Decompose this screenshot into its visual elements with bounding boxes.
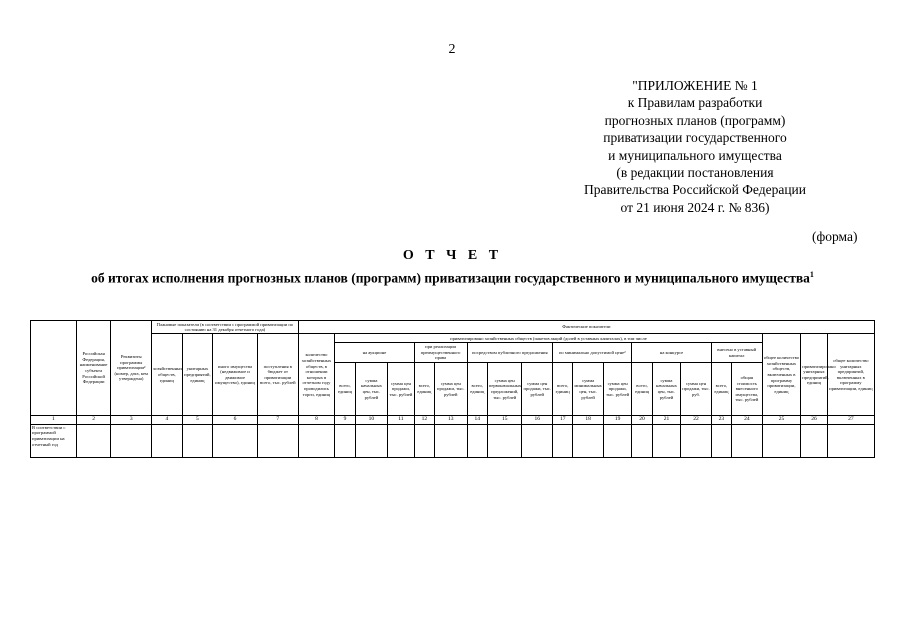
header-cell	[31, 321, 77, 416]
header-plan: Плановые показатели (в соответствии с программой приватизации по состоянию на 31 декабря отчетного года)	[152, 321, 299, 334]
column-number: 27	[827, 416, 874, 425]
data-cell	[603, 424, 631, 457]
group-minimal-price: по минимально допустимой цене²	[553, 343, 632, 363]
group-preemptive: при реализации преимущественного права	[414, 343, 467, 363]
subheader-cell: сумма начальных цен, тыс. рублей	[355, 363, 388, 416]
data-cell	[213, 424, 258, 457]
group-contest: на конкурсе	[632, 343, 711, 363]
subheader-cell: сумма цен продажи, тыс. рублей	[434, 363, 467, 416]
subheader-cell: сумма начальных цен, тыс. рублей	[652, 363, 680, 416]
header-fact: Фактические показатели	[298, 321, 874, 334]
data-cell	[732, 424, 763, 457]
report-table	[30, 320, 875, 458]
column-number: 10	[355, 416, 388, 425]
appendix-line: (в редакции постановления	[616, 165, 774, 181]
data-cell	[467, 424, 487, 457]
column-number: 15	[487, 416, 522, 425]
appendix-line: от 21 июня 2024 г. № 836)	[620, 199, 770, 215]
column-number: 20	[632, 416, 652, 425]
report-subtitle-text: об итогах исполнения прогнозных планов (программ) приватизации государственного и муниципального имущества	[91, 270, 810, 286]
header-enterprises: унитарных предприятий, единиц	[182, 334, 213, 416]
appendix-line: к Правилам разработки	[627, 95, 763, 111]
subheader-cell: сумма минимальных цен, тыс. рублей	[573, 363, 604, 416]
data-cell	[553, 424, 573, 457]
subheader-cell: сумма цен продажи, тыс. рублей	[522, 363, 553, 416]
column-number: 22	[681, 416, 712, 425]
appendix-line: "ПРИЛОЖЕНИЕ № 1	[632, 78, 758, 93]
column-number: 17	[553, 416, 573, 425]
data-cell	[522, 424, 553, 457]
column-number: 1	[31, 416, 77, 425]
appendix-header	[560, 77, 830, 216]
header-total-enterprises: общее количество унитарных предприятий, включенных в программу приватизации, единиц	[827, 334, 874, 416]
row-label: В соответствии с программой приватизации на отчетный год	[31, 424, 77, 457]
column-number: 16	[522, 416, 553, 425]
form-label: (форма)	[812, 229, 858, 244]
data-cell	[76, 424, 111, 457]
data-cell	[335, 424, 355, 457]
data-cell	[801, 424, 827, 457]
header-companies: хозяйственных обществ, единиц	[152, 334, 183, 416]
subheader-cell: всего, единиц	[335, 363, 355, 416]
data-cell	[414, 424, 434, 457]
header-region: Российская Федерация, наименование субъекта Российской Федерации	[76, 321, 111, 416]
column-number: 24	[732, 416, 763, 425]
column-number: 11	[388, 416, 414, 425]
header-total-companies: общее количество хозяйственных обществ, включенных в программу приватизации, единиц	[762, 334, 801, 416]
data-cell	[681, 424, 712, 457]
subheader-cell: всего, единиц	[632, 363, 652, 416]
data-cell	[487, 424, 522, 457]
column-number: 8	[298, 416, 335, 425]
column-number: 19	[603, 416, 631, 425]
subheader-cell: всего, единиц	[711, 363, 731, 416]
data-cell	[711, 424, 731, 457]
column-number: 18	[573, 416, 604, 425]
data-cell	[632, 424, 652, 457]
appendix-line: Правительства Российской Федерации	[584, 182, 806, 198]
appendix-line: приватизации государственного	[603, 130, 787, 146]
column-number: 5	[182, 416, 213, 425]
subheader-cell: сумма цен продажи, тыс. рублей	[388, 363, 414, 416]
column-number: 14	[467, 416, 487, 425]
group-auction: на аукционе	[335, 343, 414, 363]
data-cell	[355, 424, 388, 457]
subheader-cell: сумма цен продажи, тыс. руб.	[681, 363, 712, 416]
appendix-line: прогнозных планов (программ)	[604, 112, 786, 128]
column-number: 13	[434, 416, 467, 425]
page-number: 2	[448, 42, 456, 57]
data-cell	[257, 424, 298, 457]
subheader-cell: общая стоимость внесенного имущества, тыс. рублей	[732, 363, 763, 416]
header-privatized: приватизировано хозяйственных обществ (пакетов акций (долей в уставных капиталах), в том числе	[335, 334, 762, 343]
data-cell	[652, 424, 680, 457]
column-number: 26	[801, 416, 827, 425]
subheader-cell: всего, единиц	[553, 363, 573, 416]
header-budget-income: поступления в бюджет от приватизации всего, тыс. рублей	[257, 334, 298, 416]
header-program-details: Реквизиты программы приватизации² (номер, дата, кем утверждена)	[111, 321, 152, 416]
column-number: 25	[762, 416, 801, 425]
column-number: 12	[414, 416, 434, 425]
column-number: 21	[652, 416, 680, 425]
subheader-cell: всего, единиц	[467, 363, 487, 416]
report-title: О Т Ч Е Т	[402, 248, 503, 263]
column-number: 6	[213, 416, 258, 425]
footnote-mark: 1	[809, 270, 814, 279]
appendix-line: и муниципального имущества	[608, 147, 782, 163]
data-cell	[298, 424, 335, 457]
data-cell	[434, 424, 467, 457]
data-cell	[388, 424, 414, 457]
subheader-cell: всего, единиц	[414, 363, 434, 416]
data-cell	[827, 424, 874, 457]
group-capital: внесено в уставный капитал	[711, 343, 762, 363]
data-cell	[182, 424, 213, 457]
header-other-property: иного имущества (недвижимое и движимое имущество), единиц	[213, 334, 258, 416]
data-cell	[762, 424, 801, 457]
column-number: 23	[711, 416, 731, 425]
data-cell	[573, 424, 604, 457]
column-number: 2	[76, 416, 111, 425]
group-public-offer: посредством публичного предложения	[467, 343, 552, 363]
data-cell	[152, 424, 183, 457]
report-subtitle	[0, 270, 905, 287]
header-privatized-enterprises: приватизировано унитарных предприятий, единиц	[801, 334, 827, 416]
column-number: 7	[257, 416, 298, 425]
data-cell	[111, 424, 152, 457]
subheader-cell: сумма цен первоначальных предложений, тыс. рублей	[487, 363, 522, 416]
column-number: 4	[152, 416, 183, 425]
column-number: 3	[111, 416, 152, 425]
header-tenders: количество хозяйственных обществ, в отношении которых в отчетном году проводились торги, единиц	[298, 334, 335, 416]
column-number: 9	[335, 416, 355, 425]
subheader-cell: сумма цен продажи, тыс. рублей	[603, 363, 631, 416]
